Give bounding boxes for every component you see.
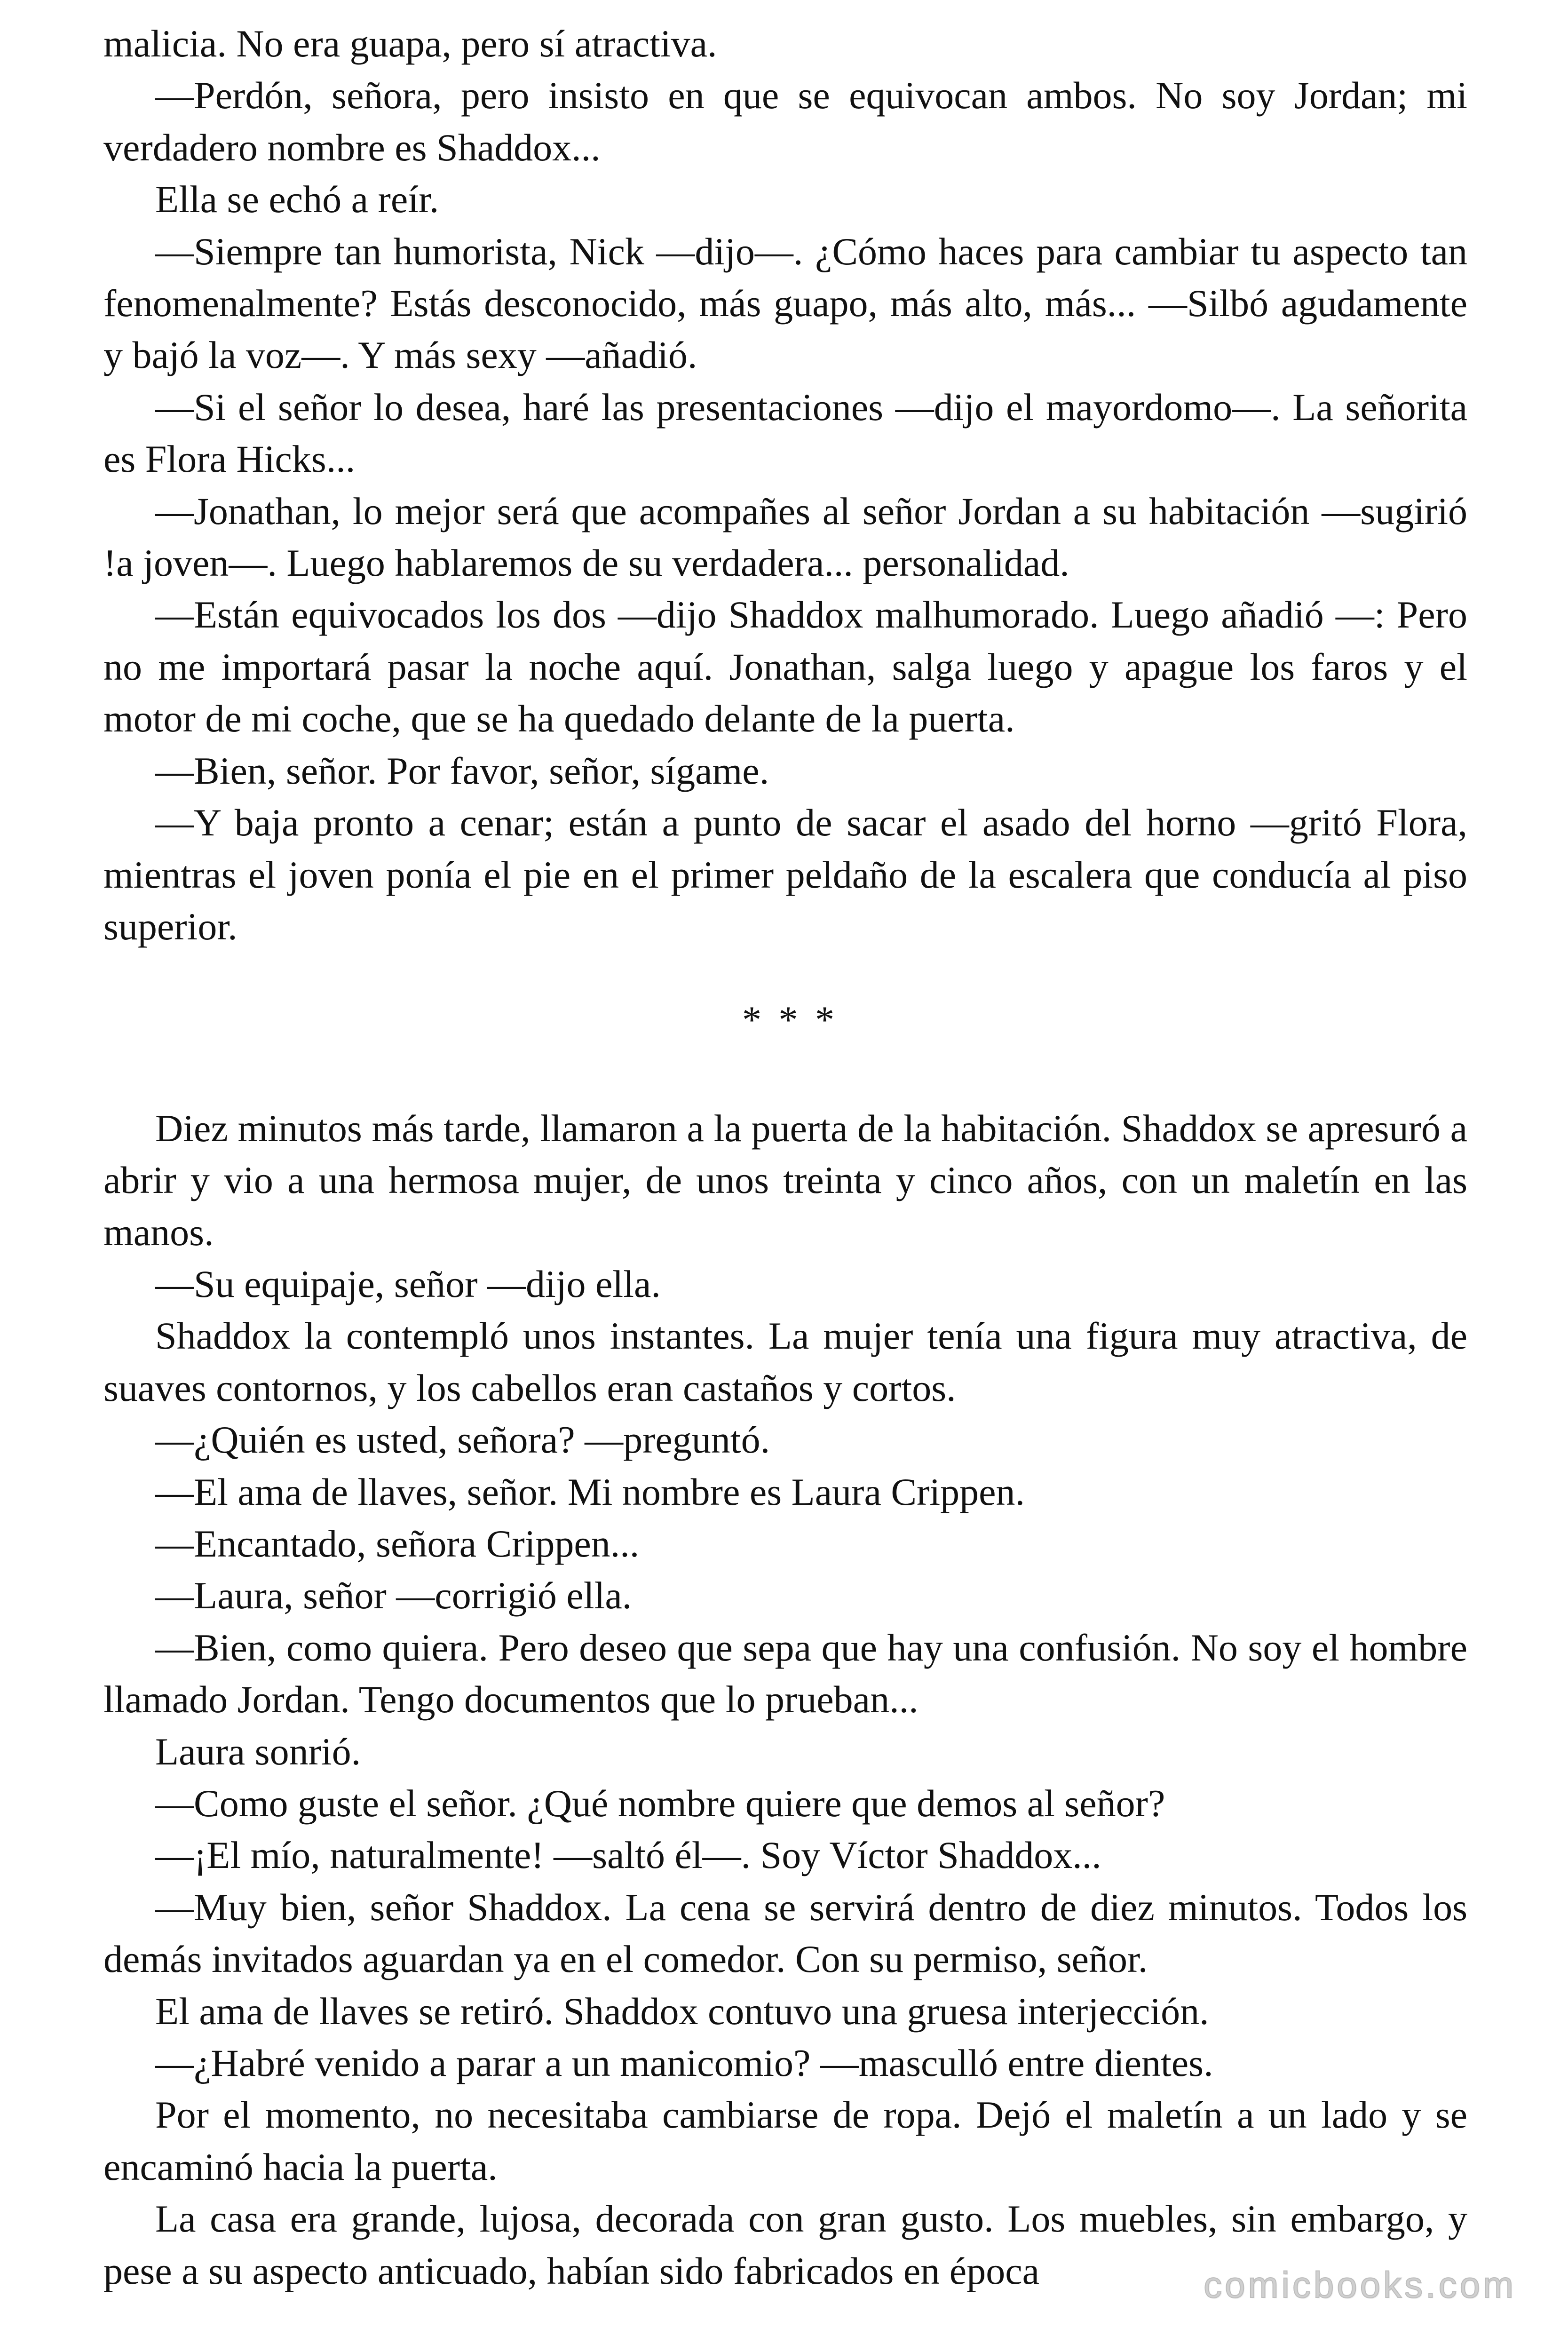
paragraph: La casa era grande, lujosa, decorada con gran gusto. Los muebles, sin embargo, y pese a su aspecto anticuado, habían sido fabricados en época (103, 2197, 1467, 2292)
paragraph: El ama de llaves se retiró. Shaddox contuvo una gruesa interjección. (155, 1989, 1209, 2033)
paragraph: —¡El mío, naturalmente! —saltó él—. Soy Víctor Shaddox... (155, 1834, 1101, 1877)
paragraph: Laura sonrió. (155, 1730, 361, 1773)
paragraph: —Perdón, señora, pero insisto en que se equivocan ambos. No soy Jordan; mi verdadero nombre es Shaddox... (103, 74, 1467, 169)
paragraph: Ella se echó a reír. (155, 178, 439, 221)
paragraph: —Bien, señor. Por favor, señor, sígame. (155, 749, 769, 792)
paragraph: —Bien, como quiera. Pero deseo que sepa que hay una confusión. No soy el hombre llamado Jordan. Tengo documentos que lo prueban... (103, 1626, 1467, 1721)
paragraph: —Siempre tan humorista, Nick —dijo—. ¿Cómo haces para cambiar tu aspecto tan fenomenalmente? Estás desconocido, más guapo, más alto, más... —Silbó agudamente y bajó la voz—. Y más sexy —añadió. (103, 230, 1467, 377)
paragraph: Por el momento, no necesitaba cambiarse de ropa. Dejó el maletín a un lado y se encaminó hacia la puerta. (103, 2093, 1467, 2188)
paragraph: —Muy bien, señor Shaddox. La cena se servirá dentro de diez minutos. Todos los demás invitados aguardan ya en el comedor. Con su permiso, señor. (103, 1885, 1467, 1981)
paragraph: —Laura, señor —corrigió ella. (155, 1574, 632, 1617)
watermark: comicbooks.com (1204, 2264, 1516, 2305)
paragraph-continuation: malicia. No era guapa, pero sí atractiva. (103, 22, 717, 65)
paragraph: —Si el señor lo desea, haré las presentaciones —dijo el mayordomo—. La señorita es Flora Hicks... (103, 385, 1467, 481)
paragraph: —¿Habré venido a parar a un manicomio? —masculló entre dientes. (155, 2042, 1213, 2085)
paragraph: —Y baja pronto a cenar; están a punto de sacar el asado del horno —gritó Flora, mientras el joven ponía el pie en el primer peldaño de la escalera que conducía al piso superior. (103, 801, 1467, 948)
paragraph: —¿Quién es usted, señora? —preguntó. (155, 1418, 770, 1462)
paragraph: —El ama de llaves, señor. Mi nombre es Laura Crippen. (155, 1470, 1025, 1513)
paragraph: —Están equivocados los dos —dijo Shaddox malhumorado. Luego añadió —: Pero no me importará pasar la noche aquí. Jonathan, salga luego y apague los faros y el motor de mi coche, que se ha quedado delante de la puerta. (103, 593, 1467, 740)
paragraph: Diez minutos más tarde, llamaron a la puerta de la habitación. Shaddox se apresuró a abrir y vio a una hermosa mujer, de unos treinta y cinco años, con un maletín en las manos. (103, 1106, 1467, 1254)
paragraph: —Jonathan, lo mejor será que acompañes al señor Jordan a su habitación —sugirió !a joven—. Luego hablaremos de su verdadera... personalidad. (103, 489, 1467, 585)
paragraph: Shaddox la contempló unos instantes. La mujer tenía una figura muy atractiva, de suaves contornos, y los cabellos eran castaños y cortos. (103, 1314, 1467, 1409)
paragraph: —Como guste el señor. ¿Qué nombre quiere que demos al señor? (155, 1782, 1165, 1825)
paragraph: —Su equipaje, señor —dijo ella. (155, 1262, 661, 1305)
paragraph: —Encantado, señora Crippen... (155, 1522, 640, 1565)
section-separator: * * * (742, 998, 838, 1041)
book-page (103, 18, 1467, 2297)
